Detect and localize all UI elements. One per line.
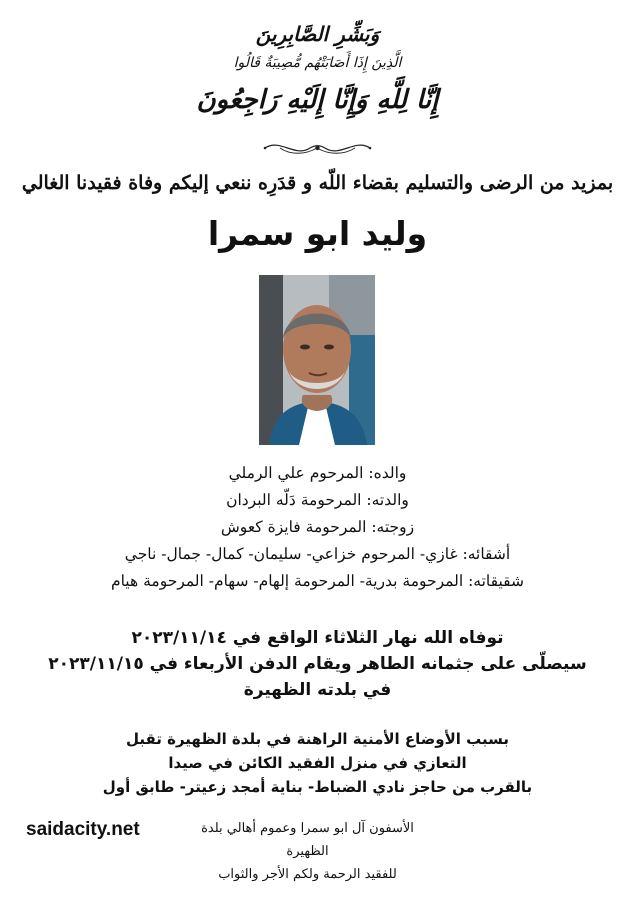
- family-father: والده: المرحوم علي الرملي: [228, 464, 407, 482]
- family-sisters: شقيقاته: المرحومة بدرية- المرحومة إلهام- سهام- المرحومة هيام: [110, 572, 525, 590]
- funeral-line-1: توفاه الله نهار الثلاثاء الواقع في ٢٠٢٣/١١/١٤: [131, 628, 504, 648]
- portrait-photo: [259, 275, 375, 445]
- family-brothers: أشقائه: غازي- المرحوم خزاعي- سليمان- كمال- جمال- ناجي: [124, 545, 511, 563]
- intro-text: بمزيد من الرضى والتسليم بقضاء اللّه و قدَرِه ننعي إليكم وفاة فقيدنا الغالي: [21, 172, 614, 194]
- family-list: [20, 460, 615, 595]
- verse-line-2: الَّذِينَ إِذَا أَصَابَتْهُم مُّصِيبَةٌ قَالُوا: [233, 55, 402, 71]
- verse-line-3: إِنَّا لِلَّهِ وَإِنَّا إِلَيْهِ رَاجِعُونَ: [196, 85, 439, 115]
- condolence-line-2: التعازي في منزل الفقيد الكائن في صيدا: [168, 754, 467, 772]
- funeral-line-3: في بلدته الظهيرة: [243, 680, 392, 700]
- verse-line-1: وَبَشِّرِ الصَّابِرِينَ: [255, 22, 380, 46]
- condolence-line-3: بالقرب من حاجز نادي الضباط- بناية أمجد زعيتر- طابق أول: [102, 778, 533, 796]
- family-mother: والدته: المرحومة دَلّه البردان: [226, 491, 409, 509]
- condolence-line-1: بسبب الأوضاع الأمنية الراهنة في بلدة الظهيرة تقبل: [125, 730, 510, 748]
- deceased-name: وليد ابو سمرا: [207, 214, 428, 253]
- funeral-notice: [20, 625, 615, 703]
- condolence-notice: [15, 727, 620, 799]
- ornament-divider-icon: [260, 133, 375, 163]
- closing-text: [190, 817, 425, 886]
- family-wife: زوجته: المرحومة فايزة كعوش: [220, 518, 415, 536]
- portrait-icon: [259, 275, 375, 445]
- closing-line-1: الأسفون آل ابو سمرا وعموم أهالي بلدة الظهيرة: [201, 821, 414, 859]
- closing-line-2: للفقيد الرحمة ولكم الأجر والثواب: [218, 867, 397, 882]
- funeral-line-2: سيصلّى على جثمانه الطاهر ويقام الدفن الأربعاء في ٢٠٢٣/١١/١٥: [48, 654, 587, 674]
- website-link[interactable]: saidacity.net: [26, 819, 140, 840]
